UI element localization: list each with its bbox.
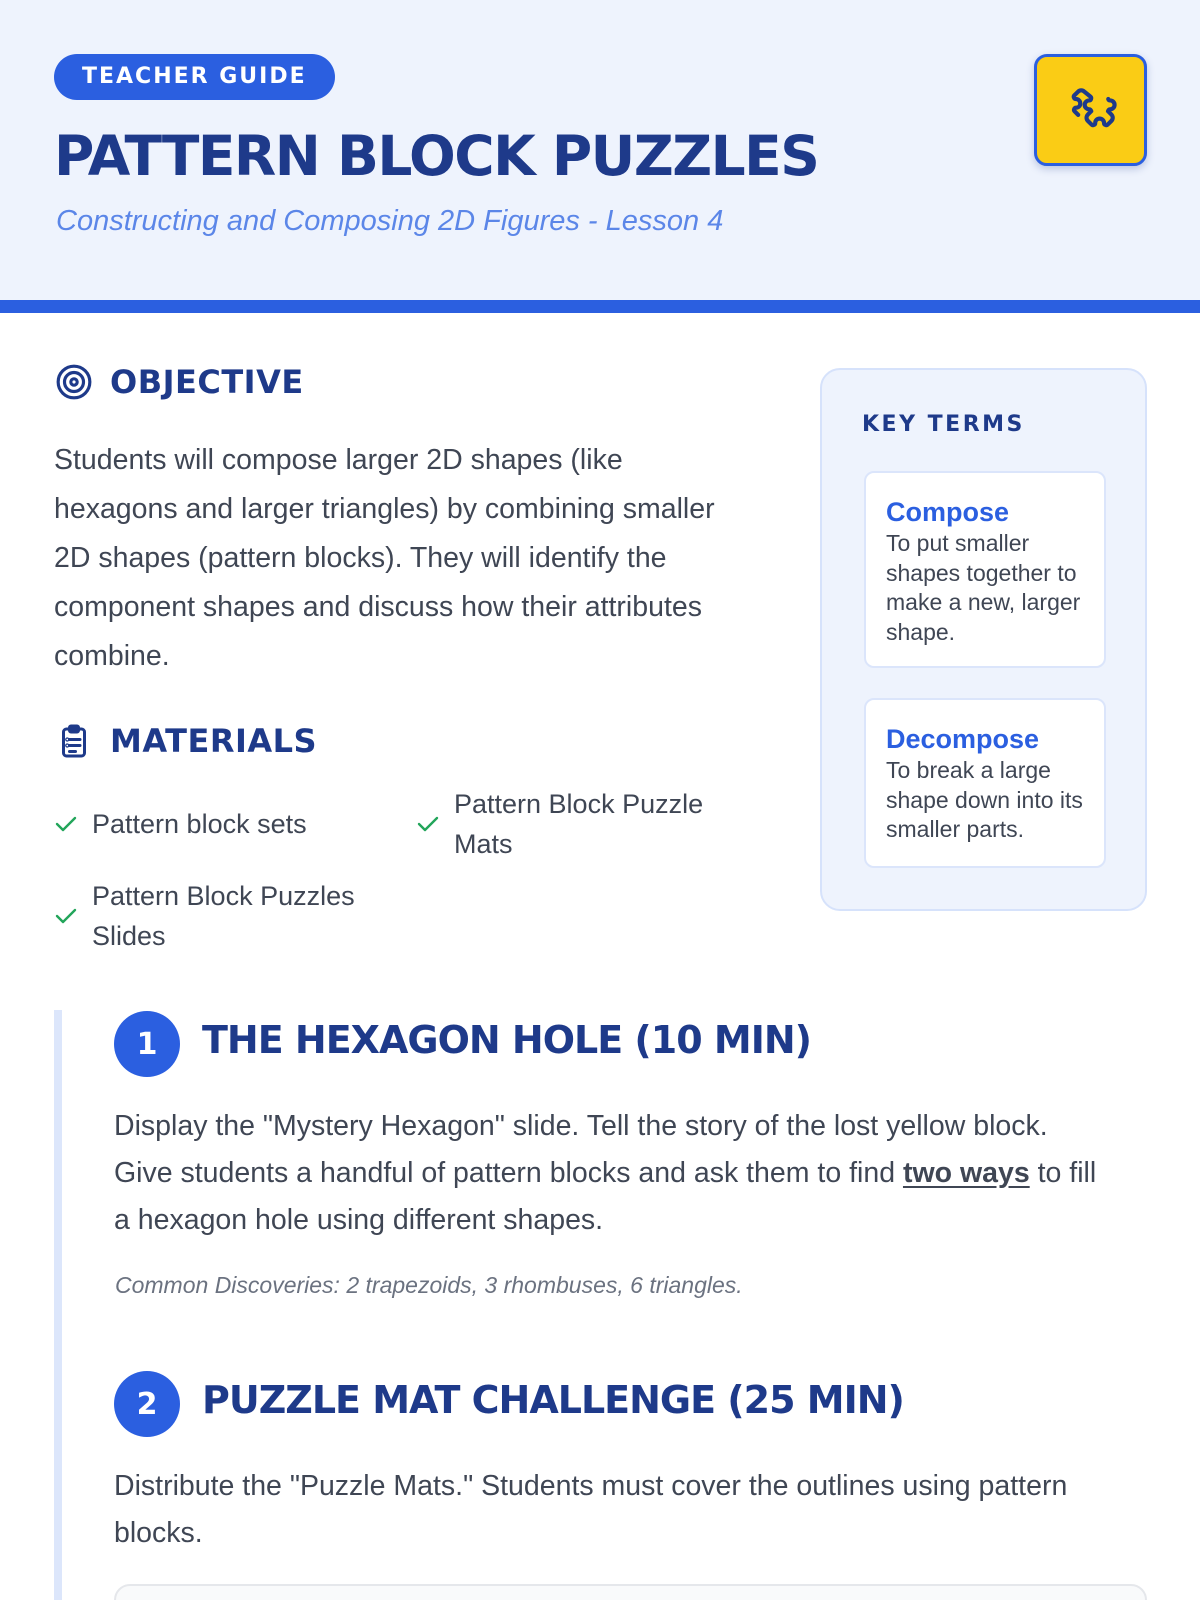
step-text: Display the "Mystery Hexagon" slide. Tell the story of the lost yellow block. Give students a handful of pattern blocks and ask them to find [114,1110,1048,1189]
material-label: Pattern Block Puzzle Mats [454,789,704,859]
materials-heading [54,721,317,761]
target-icon [54,362,94,402]
term-definition: To break a large shape down into its smaller parts. [886,757,1083,842]
step-note: Common Discoveries: 2 trapezoids, 3 rhombuses, 6 triangles. [115,1272,743,1298]
step-number-badge: 1 [114,1011,180,1077]
check-icon [54,906,78,926]
page-subtitle: Constructing and Composing 2D Figures - Lesson 4 [56,205,724,237]
term-definition: To put smaller shapes together to make a new, larger shape. [886,530,1081,645]
check-icon [54,814,78,834]
material-item [416,784,756,864]
step-title: THE HEXAGON HOLE (10 MIN) [202,1018,812,1062]
steps-timeline [54,1010,62,1600]
puzzle-logo [1034,54,1147,166]
material-item [54,876,394,956]
material-item [54,804,384,844]
step-emphasis: two ways [902,1157,1030,1189]
puzzle-icon [1063,82,1119,138]
term-name: Decompose [886,724,1040,754]
activity-box [114,1584,1147,1600]
term-name: Compose [886,497,1010,527]
page-header [0,0,1200,313]
teacher-guide-badge: TEACHER GUIDE [54,54,335,100]
key-terms-heading: KEY TERMS [862,412,1025,437]
step-number-badge: 2 [114,1371,180,1437]
objective-heading-label: OBJECTIVE [110,363,304,401]
step-text: to fill a hexagon hole using different shapes. [114,1157,1097,1236]
objective-heading [54,362,304,402]
step-title: PUZZLE MAT CHALLENGE (25 MIN) [202,1378,904,1422]
term-card-decompose [864,698,1106,868]
check-icon [416,814,440,834]
materials-heading-label: MATERIALS [110,722,318,760]
key-terms-card [820,368,1147,911]
material-label: Pattern block sets [92,809,307,839]
page-title: PATTERN BLOCK PUZZLES [54,124,819,188]
step-description: Distribute the "Puzzle Mats." Students must cover the outlines using pattern blocks. [114,1470,1068,1549]
objective-text: Students will compose larger 2D shapes (like hexagons and larger triangles) by combining smaller 2D shapes (pattern blocks). They will identify the component shapes and discuss how their attributes combine. [54,444,715,672]
material-label: Pattern Block Puzzles Slides [92,881,355,951]
clipboard-icon [54,721,94,761]
term-card-compose [864,471,1106,668]
step-description [114,1103,1114,1244]
